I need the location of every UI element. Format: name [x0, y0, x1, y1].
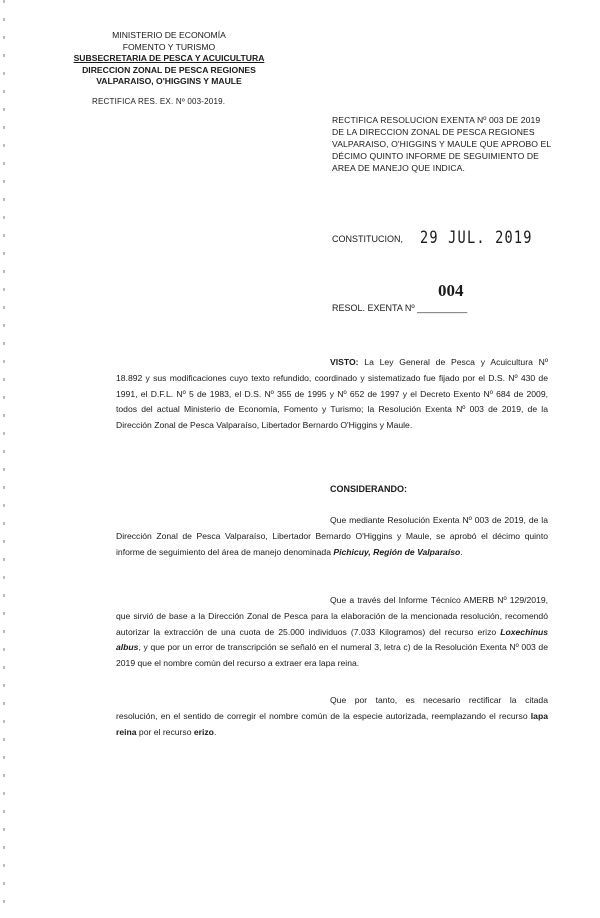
- visto-paragraph: [116, 355, 548, 434]
- para3-end: .: [213, 726, 217, 737]
- place-label: CONSTITUCION,: [332, 234, 403, 244]
- considerando-paragraph-2: [116, 593, 548, 672]
- resolution-label: RESOL. EXENTA Nº __________: [332, 303, 468, 313]
- para3-old-resource: lapa reina: [116, 710, 548, 737]
- visto-text: La Ley General de Pesca y Acuicultura Nº 18.892 y sus modificaciones cuyo texto refundido, coordinado y sistematizado fue fijado por el D.S. Nº 430 de 1991, el D.F.L. Nº 5 de 1983, el D.S. Nº 355 de 1995 y Nº 652 de 1997 y el Decreto Exento Nº 684 de 2009, todos del actual Ministerio de Economía, Fomento y Turismo; la Resolución Exenta Nº 003 de 2019, de la Dirección Zonal de Pesca Valparaíso, Libertador Bernardo O'Higgins y Maule.: [116, 357, 548, 431]
- considerando-heading: CONSIDERANDO:: [330, 484, 408, 494]
- ministry-header: [64, 30, 274, 88]
- considerando-paragraph-3: [116, 693, 548, 740]
- header-line-subsecretaria: SUBSECRETARIA DE PESCA Y ACUICULTURA: [73, 53, 265, 64]
- header-reference: RECTIFICA RES. EX. Nº 003-2019.: [92, 97, 226, 106]
- para1-area-name: Pichicuy, Región de Valparaíso: [333, 546, 461, 557]
- para1-end: .: [460, 546, 463, 557]
- visto-label: VISTO:: [330, 357, 359, 367]
- para3-mid: por el recurso: [136, 726, 194, 737]
- considerando-paragraph-1: [116, 513, 548, 560]
- header-line-regiones: VALPARAISO, O'HIGGINS Y MAULE: [96, 76, 242, 87]
- header-line-direccion: DIRECCION ZONAL DE PESCA REGIONES: [82, 64, 256, 75]
- para2-species-name: Loxechinus albus: [116, 626, 548, 653]
- date-stamp: 29 JUL. 2019: [420, 228, 533, 248]
- para3-text: Que por tanto, es necesario rectificar la citada resolución, en el sentido de corregir el nombre común de la especie autorizada, reemplazando el recurso: [116, 695, 548, 721]
- para2-end: , y que por un error de transcripción se señaló en el numeral 3, letra c) de la Resolución Exenta Nº 003 de 2019 que el nombre común del recurso a extraer era lapa reina.: [116, 642, 548, 669]
- scan-edge-marks: [3, 0, 5, 918]
- resolution-number: 004: [438, 281, 464, 300]
- para3-new-resource: erizo: [193, 726, 214, 737]
- resolution-subject: RECTIFICA RESOLUCION EXENTA Nº 003 DE 2019 DE LA DIRECCION ZONAL DE PESCA REGIONES VALPARAISO, O'HIGGINS Y MAULE QUE APROBO EL DÉCIMO QUINTO INFORME DE SEGUIMIENTO DE AREA DE MANEJO QUE INDICA.: [332, 115, 551, 173]
- para2-text: Que a través del Informe Técnico AMERB Nº 129/2019, que sirvió de base a la Dirección Zonal de Pesca para la elaboración de la mencionada resolución, recomendó autorizar la extracción de una cuota de 25.000 individuos (7.033 Kilogramos) del recurso erizo: [116, 595, 548, 637]
- header-line-fomento: FOMENTO Y TURISMO: [122, 41, 216, 52]
- para1-text: Que mediante Resolución Exenta Nº 003 de 2019, de la Dirección Zonal de Pesca Valparaíso, Libertador Bernardo O'Higgins y Maule, se aprobó el décimo quinto informe de seguimiento del área de manejo denominada: [116, 515, 548, 557]
- header-line-ministry: MINISTERIO DE ECONOMÍA: [112, 30, 226, 40]
